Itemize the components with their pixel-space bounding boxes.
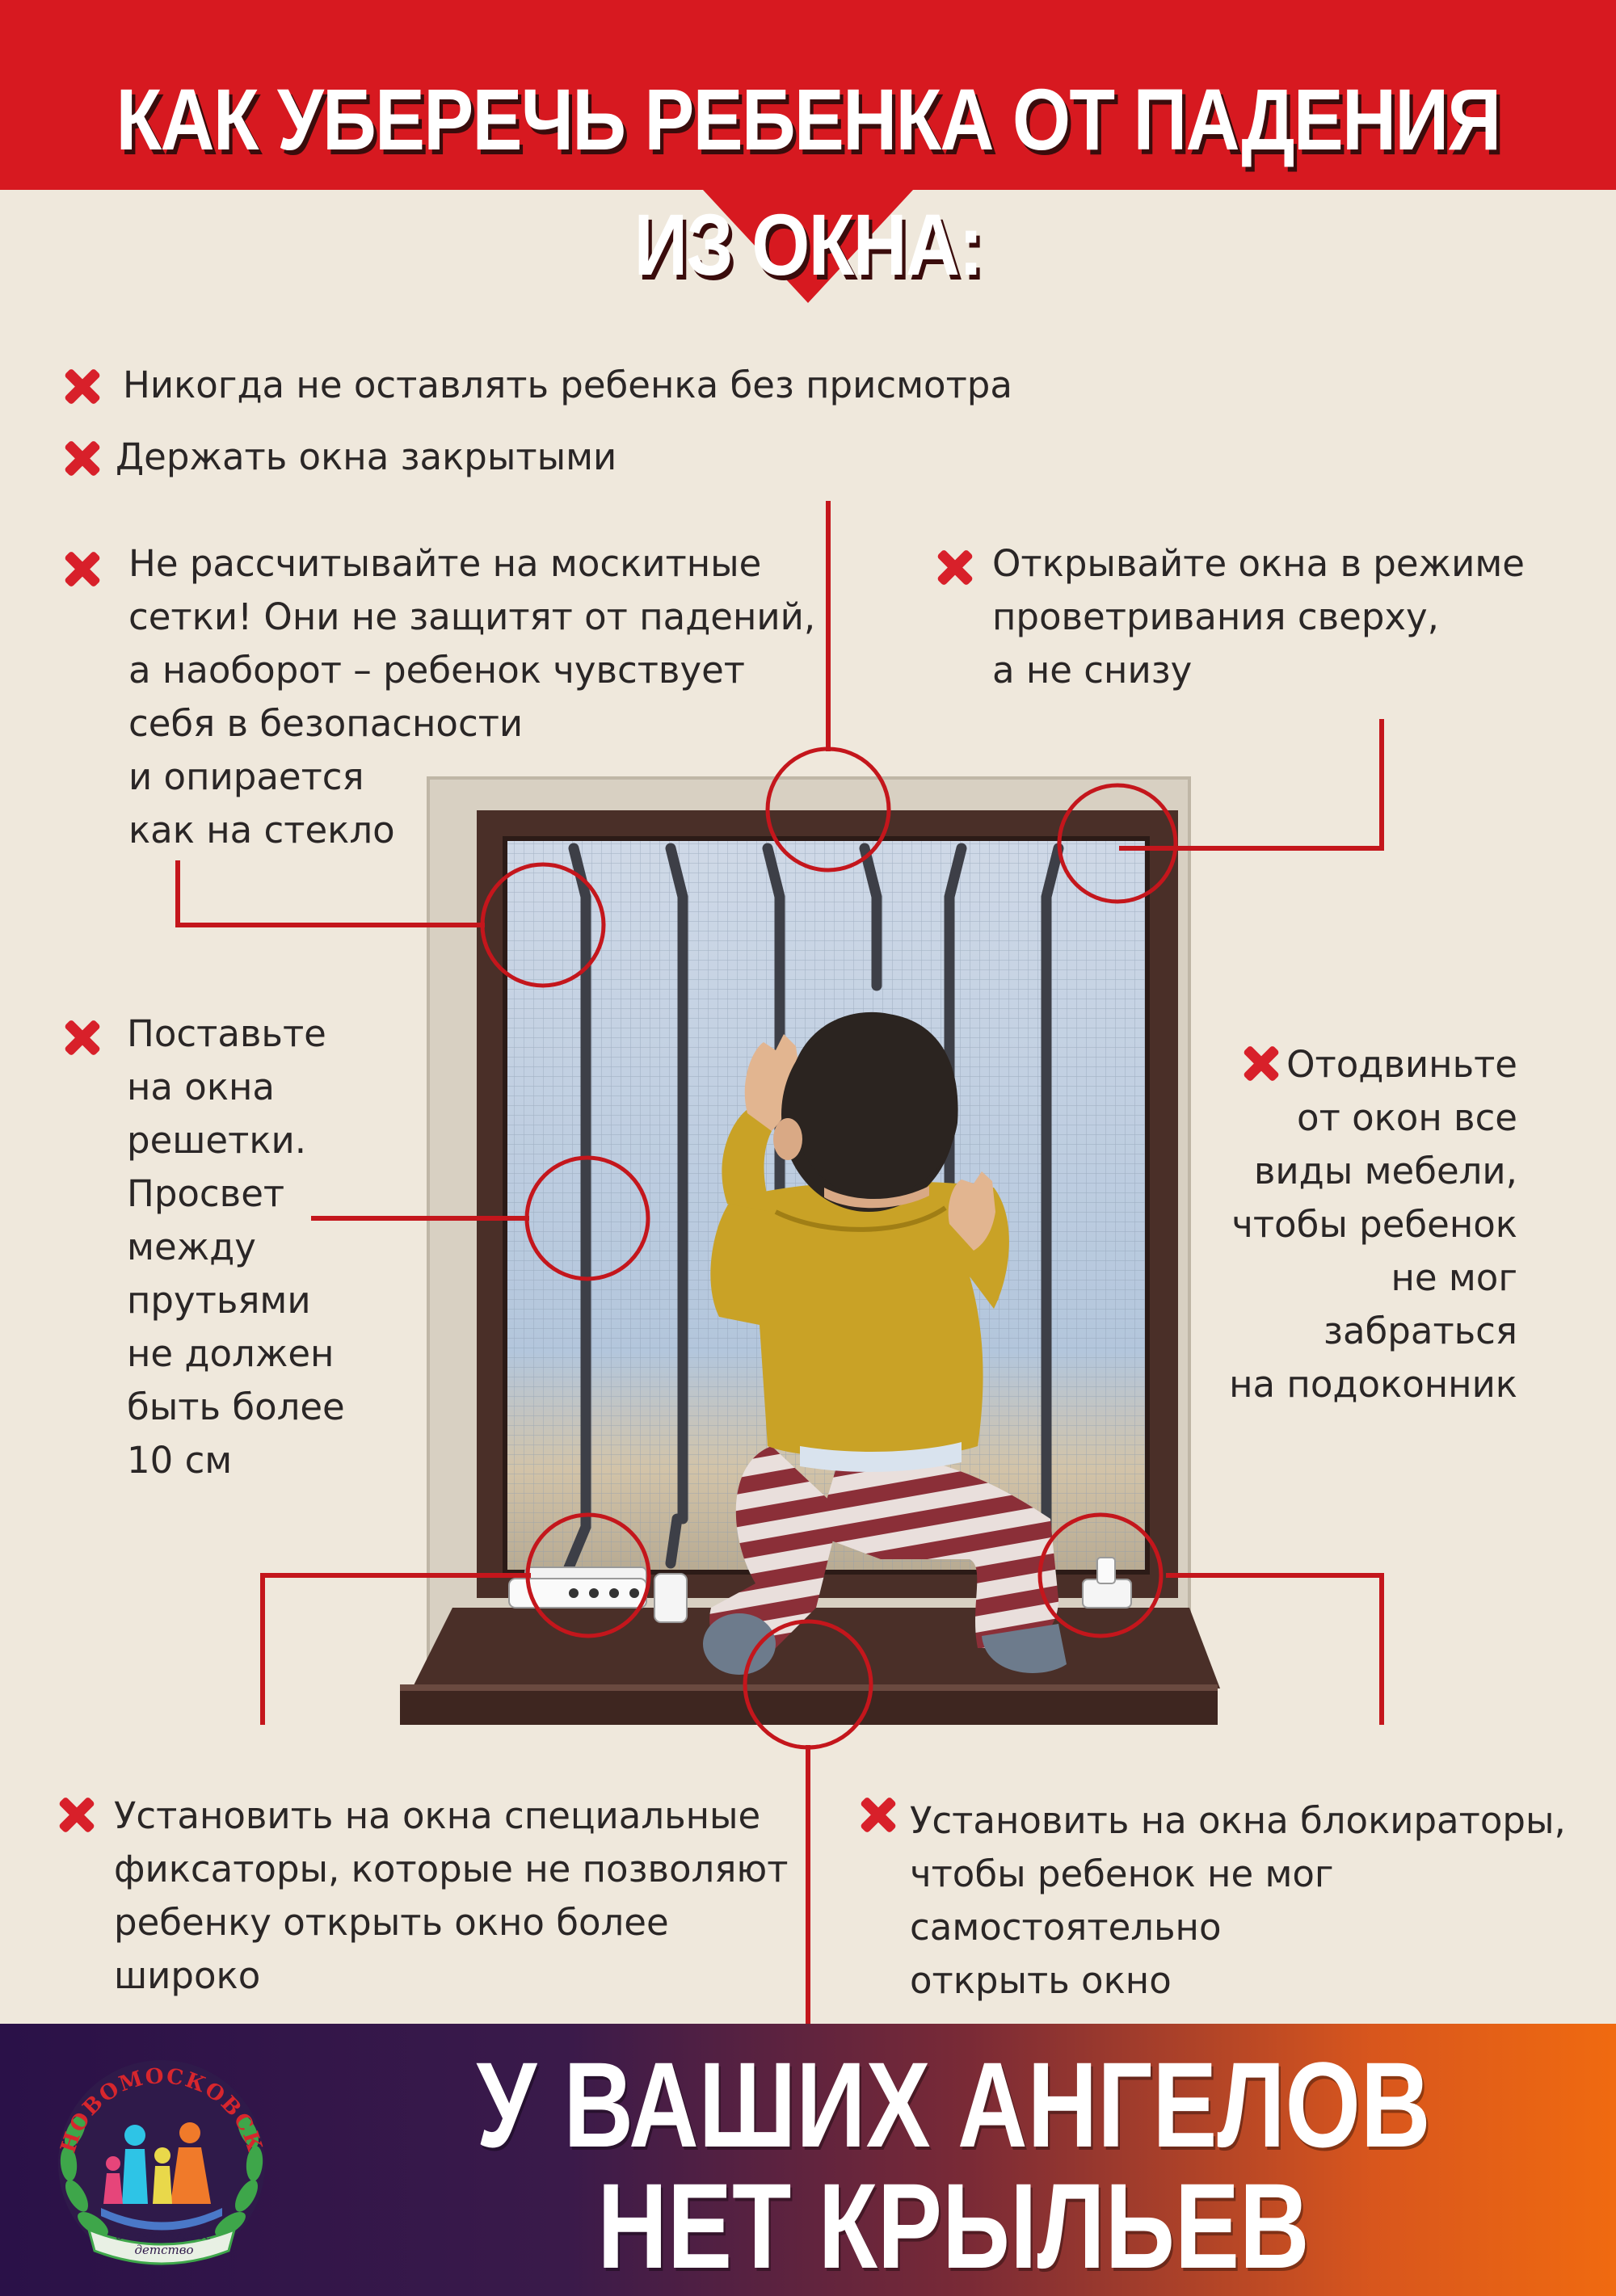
- tip-never-alone: [61, 359, 1111, 412]
- tip-fixators: [55, 1789, 823, 2003]
- cross-icon: [64, 1019, 101, 1056]
- tip-fixators-text: Установить на окна специальные фиксаторы, которые не позволяют ребенку открыть окно более широко: [114, 1794, 789, 1997]
- tip-furniture: [1188, 1038, 1517, 1411]
- logo-top-text: НОВОМОСКОВСК: [56, 2063, 267, 2156]
- tip-bars-text: Поставьте на окна решетки. Просвет между прутьями не должен быть более 10 см: [127, 1012, 345, 1482]
- logo-bottom-text: [83, 2228, 245, 2257]
- slogan-line-2: НЕТ КРЫЛЬЕВ: [597, 2158, 1310, 2294]
- logo-bottom-text-2: детство: [134, 2243, 194, 2257]
- tip-blockers: [856, 1789, 1604, 2008]
- tip-ventilation-top: [933, 537, 1604, 697]
- cross-icon: [64, 368, 101, 405]
- tip-blockers-text: Установить на окна блокираторы, чтобы ребенок не мог самостоятельно открыть окно: [910, 1799, 1566, 2002]
- cross-icon: [1243, 1045, 1280, 1082]
- slogan-line-1: У ВАШИХ АНГЕЛОВ: [476, 2037, 1431, 2172]
- cross-icon: [64, 439, 101, 477]
- title-line-2: ИЗ ОКНА:: [633, 196, 983, 293]
- tip-keep-closed: [61, 431, 1111, 484]
- tip-furniture-text: Отодвиньте от окон все виды мебели, чтобы ребенок не мог забраться на подоконник: [1229, 1043, 1517, 1406]
- tip-mosquito-nets-text: Не рассчитывайте на москитные сетки! Они не защитят от падений, а наоборот – ребенок чувствует себя в безопасности и опирается как на стекло: [128, 542, 816, 852]
- cross-icon: [64, 550, 101, 587]
- tip-mosquito-nets: [61, 537, 828, 857]
- window-sill: [412, 1608, 1220, 1688]
- cross-icon: [936, 549, 974, 586]
- tip-ventilation-top-text: Открывайте окна в режиме проветривания сверху, а не снизу: [992, 542, 1525, 692]
- title-line-1: КАК УБЕРЕЧЬ РЕБЕНКА ОТ ПАДЕНИЯ: [116, 70, 1500, 168]
- cross-icon: [860, 1796, 897, 1833]
- svg-text:НОВОМОСКОВСК: [57, 2064, 267, 2155]
- tip-keep-closed-text: Держать окна закрытыми: [116, 435, 617, 478]
- slogan: [475, 2037, 1432, 2294]
- tip-bars: [61, 1007, 400, 1487]
- logo-arc-text: [44, 2042, 279, 2164]
- cross-icon: [58, 1796, 95, 1833]
- logo-bottom-text-1: За счастливое: [116, 2228, 213, 2243]
- tip-never-alone-text: Никогда не оставлять ребенка без присмотра: [123, 364, 1012, 406]
